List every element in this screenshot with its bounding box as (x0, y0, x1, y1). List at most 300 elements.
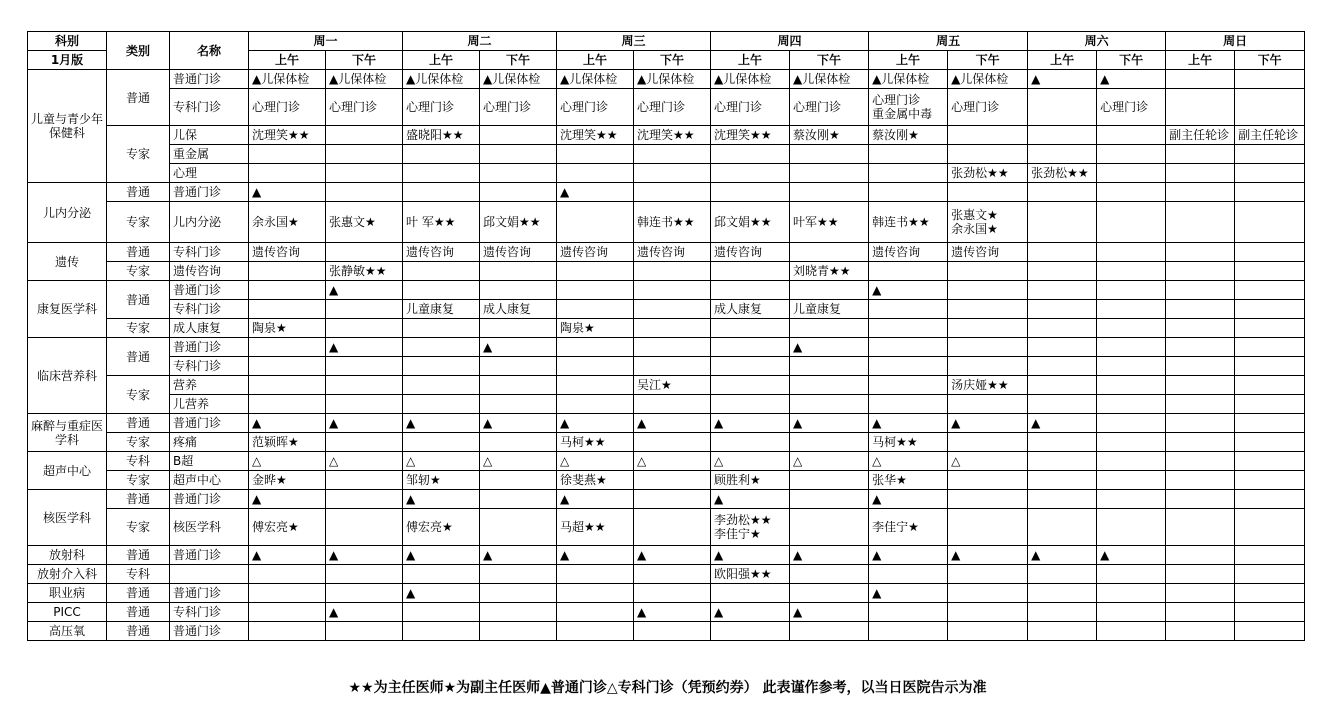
schedule-cell: 盛晓阳★★ (403, 126, 480, 145)
schedule-cell (1166, 622, 1235, 641)
schedule-cell (790, 622, 869, 641)
schedule-cell: 顾胜利★ (711, 471, 790, 490)
schedule-cell: 韩连书★★ (634, 202, 711, 243)
schedule-cell (634, 471, 711, 490)
schedule-cell: 遗传咨询 (480, 243, 557, 262)
category-cell: 专家 (107, 509, 170, 546)
schedule-cell (634, 319, 711, 338)
schedule-cell (711, 357, 790, 376)
table-row (28, 183, 1305, 202)
schedule-cell: ▲ (403, 584, 480, 603)
schedule-cell (249, 145, 326, 164)
table-row (28, 89, 1305, 126)
schedule-cell: 张惠文★ (326, 202, 403, 243)
am-header: 上午 (557, 51, 634, 70)
schedule-cell: ▲ (869, 281, 948, 300)
schedule-cell: 吴江★ (634, 376, 711, 395)
schedule-cell: 沈理笑★★ (711, 126, 790, 145)
schedule-cell (869, 376, 948, 395)
schedule-cell (869, 603, 948, 622)
department-cell: 临床营养科 (28, 338, 107, 414)
schedule-cell (1235, 319, 1305, 338)
schedule-cell: ▲ (249, 546, 326, 565)
table-row (28, 126, 1305, 145)
schedule-cell (1235, 414, 1305, 433)
schedule-cell: ▲儿保体检 (480, 70, 557, 89)
schedule-cell (790, 145, 869, 164)
schedule-cell (1166, 376, 1235, 395)
schedule-cell: ▲ (557, 490, 634, 509)
schedule-cell: ▲儿保体检 (790, 70, 869, 89)
schedule-cell: ▲ (403, 414, 480, 433)
schedule-cell (403, 145, 480, 164)
table-row (28, 546, 1305, 565)
schedule-cell: 张劲松★★ (1028, 164, 1097, 183)
table-row (28, 145, 1305, 164)
schedule-cell: 李劲松★★ 李佳宁★ (711, 509, 790, 546)
clinic-name-cell: 营养 (170, 376, 249, 395)
schedule-cell: ▲ (711, 603, 790, 622)
schedule-cell (326, 584, 403, 603)
schedule-cell (403, 357, 480, 376)
table-row (28, 490, 1305, 509)
schedule-cell (1028, 565, 1097, 584)
schedule-cell (1028, 490, 1097, 509)
department-cell: 放射介入科 (28, 565, 107, 584)
schedule-cell (869, 622, 948, 641)
schedule-cell (326, 433, 403, 452)
schedule-cell (1097, 183, 1166, 202)
schedule-cell (1166, 433, 1235, 452)
schedule-cell (790, 281, 869, 300)
pm-header: 下午 (634, 51, 711, 70)
schedule-cell (1235, 183, 1305, 202)
clinic-name-cell: 心理 (170, 164, 249, 183)
schedule-cell (634, 395, 711, 414)
schedule-cell (1235, 243, 1305, 262)
schedule-cell (1235, 281, 1305, 300)
schedule-cell (711, 281, 790, 300)
schedule-cell: ▲ (480, 414, 557, 433)
schedule-cell: 邹轫★ (403, 471, 480, 490)
schedule-cell (403, 603, 480, 622)
schedule-cell (1166, 262, 1235, 281)
schedule-cell: 金晔★ (249, 471, 326, 490)
department-cell: PICC (28, 603, 107, 622)
schedule-cell: △ (790, 452, 869, 471)
schedule-cell (1028, 452, 1097, 471)
schedule-cell (1097, 433, 1166, 452)
schedule-cell: ▲ (249, 414, 326, 433)
schedule-cell: ▲ (869, 546, 948, 565)
pm-header: 下午 (948, 51, 1028, 70)
clinic-name-cell: 核医学科 (170, 509, 249, 546)
schedule-cell: ▲ (403, 490, 480, 509)
schedule-cell (711, 338, 790, 357)
schedule-cell (948, 262, 1028, 281)
table-row (28, 319, 1305, 338)
schedule-cell (249, 584, 326, 603)
day-header: 周三 (557, 32, 711, 51)
schedule-cell (790, 183, 869, 202)
legend-note: ★★为主任医师★为副主任医师▲普通门诊△专科门诊（凭预约券） 此表谨作参考，以当日医院告示为准 (348, 680, 987, 696)
schedule-cell (1166, 281, 1235, 300)
schedule-cell: 心理门诊 (557, 89, 634, 126)
table-row (28, 376, 1305, 395)
clinic-name-cell: 专科门诊 (170, 300, 249, 319)
schedule-cell (869, 145, 948, 164)
schedule-cell (557, 300, 634, 319)
schedule-cell (869, 164, 948, 183)
schedule-cell (326, 145, 403, 164)
schedule-cell (557, 164, 634, 183)
schedule-cell (403, 164, 480, 183)
schedule-cell (480, 183, 557, 202)
schedule-cell: 遗传咨询 (403, 243, 480, 262)
category-cell: 普通 (107, 243, 170, 262)
clinic-name-cell (170, 565, 249, 584)
schedule-cell (480, 471, 557, 490)
schedule-cell (403, 338, 480, 357)
schedule-cell (1166, 164, 1235, 183)
schedule-cell (1028, 622, 1097, 641)
am-header: 上午 (711, 51, 790, 70)
schedule-cell: 心理门诊 重金属中毒 (869, 89, 948, 126)
schedule-cell (249, 603, 326, 622)
schedule-cell (1166, 145, 1235, 164)
schedule-cell (557, 584, 634, 603)
schedule-cell (326, 395, 403, 414)
schedule-cell: ▲ (326, 281, 403, 300)
schedule-cell (869, 395, 948, 414)
schedule-cell (557, 565, 634, 584)
category-cell: 普通 (107, 584, 170, 603)
schedule-cell: ▲ (326, 414, 403, 433)
schedule-cell: 马超★★ (557, 509, 634, 546)
schedule-cell (480, 622, 557, 641)
schedule-cell: ▲ (634, 414, 711, 433)
schedule-cell (403, 433, 480, 452)
schedule-cell: ▲ (634, 603, 711, 622)
am-header: 上午 (869, 51, 948, 70)
table-row (28, 622, 1305, 641)
schedule-cell (1097, 414, 1166, 433)
schedule-cell (1097, 376, 1166, 395)
schedule-cell: 马柯★★ (869, 433, 948, 452)
schedule-cell (1235, 202, 1305, 243)
schedule-cell (326, 126, 403, 145)
schedule-cell: 汤庆娅★★ (948, 376, 1028, 395)
schedule-cell (634, 584, 711, 603)
clinic-name-cell: 普通门诊 (170, 338, 249, 357)
schedule-cell: ▲ (480, 546, 557, 565)
schedule-cell (1166, 395, 1235, 414)
schedule-cell: 儿童康复 (790, 300, 869, 319)
schedule-cell (1028, 584, 1097, 603)
schedule-cell: 叶 军★★ (403, 202, 480, 243)
schedule-cell (480, 603, 557, 622)
schedule-cell: 马柯★★ (557, 433, 634, 452)
schedule-cell (326, 509, 403, 546)
schedule-cell (711, 584, 790, 603)
schedule-cell: ▲ (634, 546, 711, 565)
schedule-cell (1166, 357, 1235, 376)
schedule-cell (634, 357, 711, 376)
schedule-cell: 韩连书★★ (869, 202, 948, 243)
schedule-cell (326, 471, 403, 490)
schedule-cell (480, 509, 557, 546)
schedule-cell: 副主任轮诊 (1235, 126, 1305, 145)
schedule-cell (1235, 89, 1305, 126)
schedule-cell (634, 183, 711, 202)
schedule-cell (249, 164, 326, 183)
schedule-cell (634, 565, 711, 584)
schedule-cell (948, 603, 1028, 622)
schedule-cell (1097, 452, 1166, 471)
schedule-cell (326, 357, 403, 376)
category-cell: 专家 (107, 471, 170, 490)
schedule-cell (480, 126, 557, 145)
schedule-cell (326, 164, 403, 183)
schedule-cell (869, 300, 948, 319)
clinic-name-cell: 普通门诊 (170, 584, 249, 603)
schedule-cell (1235, 509, 1305, 546)
schedule-cell: ▲ (403, 546, 480, 565)
schedule-cell: ▲ (869, 584, 948, 603)
schedule-cell: 遗传咨询 (711, 243, 790, 262)
schedule-cell (790, 584, 869, 603)
schedule-cell (403, 281, 480, 300)
schedule-cell: 邱文娟★★ (711, 202, 790, 243)
clinic-name-cell: 专科门诊 (170, 89, 249, 126)
schedule-cell: 心理门诊 (403, 89, 480, 126)
schedule-cell (790, 509, 869, 546)
schedule-cell: 蔡汝刚★ (790, 126, 869, 145)
clinic-name-cell: 普通门诊 (170, 281, 249, 300)
schedule-cell (1166, 89, 1235, 126)
schedule-cell: ▲ (326, 546, 403, 565)
schedule-cell (1235, 395, 1305, 414)
schedule-cell (1235, 546, 1305, 565)
schedule-cell: △ (948, 452, 1028, 471)
schedule-cell: 遗传咨询 (557, 243, 634, 262)
schedule-cell (557, 338, 634, 357)
am-header: 上午 (1028, 51, 1097, 70)
schedule-cell: ▲ (1097, 70, 1166, 89)
category-cell: 普通 (107, 281, 170, 319)
schedule-cell: 心理门诊 (249, 89, 326, 126)
clinic-name-cell: 儿营养 (170, 395, 249, 414)
schedule-cell: 副主任轮诊 (1166, 126, 1235, 145)
schedule-cell (711, 395, 790, 414)
schedule-cell (249, 300, 326, 319)
schedule-cell (1028, 183, 1097, 202)
schedule-cell (1097, 395, 1166, 414)
schedule-cell (711, 262, 790, 281)
schedule-cell (1028, 433, 1097, 452)
schedule-cell: ▲ (249, 490, 326, 509)
schedule-cell (1097, 126, 1166, 145)
schedule-cell (1097, 565, 1166, 584)
category-cell: 专家 (107, 319, 170, 338)
schedule-cell: ▲儿保体检 (634, 70, 711, 89)
schedule-cell: ▲儿保体检 (869, 70, 948, 89)
am-header: 上午 (1166, 51, 1235, 70)
schedule-cell: ▲儿保体检 (711, 70, 790, 89)
schedule-cell (1235, 565, 1305, 584)
schedule-cell (557, 357, 634, 376)
schedule-cell (249, 622, 326, 641)
schedule-cell (948, 622, 1028, 641)
schedule-cell (1166, 243, 1235, 262)
schedule-cell: △ (480, 452, 557, 471)
schedule-cell (326, 565, 403, 584)
table-row (28, 433, 1305, 452)
schedule-cell: ▲儿保体检 (326, 70, 403, 89)
schedule-cell (326, 183, 403, 202)
clinic-name-cell: 普通门诊 (170, 546, 249, 565)
schedule-cell (634, 164, 711, 183)
schedule-cell (1097, 357, 1166, 376)
category-cell: 专家 (107, 376, 170, 414)
schedule-cell (326, 300, 403, 319)
schedule-cell: 心理门诊 (480, 89, 557, 126)
schedule-cell (1097, 509, 1166, 546)
clinic-name-cell: 专科门诊 (170, 603, 249, 622)
schedule-cell (1166, 490, 1235, 509)
clinic-name-cell: 普通门诊 (170, 70, 249, 89)
table-row (28, 338, 1305, 357)
department-cell: 麻醉与重症医 学科 (28, 414, 107, 452)
category-cell: 专家 (107, 433, 170, 452)
schedule-cell (403, 395, 480, 414)
schedule-cell (403, 622, 480, 641)
schedule-cell (1235, 603, 1305, 622)
schedule-cell (403, 565, 480, 584)
schedule-cell (634, 281, 711, 300)
schedule-cell (1166, 584, 1235, 603)
schedule-cell (1166, 300, 1235, 319)
schedule-cell (948, 509, 1028, 546)
schedule-cell: 李佳宁★ (869, 509, 948, 546)
name-header: 名称 (170, 32, 249, 70)
schedule-cell: ▲ (326, 603, 403, 622)
schedule-cell (790, 164, 869, 183)
schedule-cell (948, 490, 1028, 509)
clinic-name-cell: 专科门诊 (170, 243, 249, 262)
department-cell: 职业病 (28, 584, 107, 603)
category-cell: 专家 (107, 262, 170, 281)
schedule-cell: 遗传咨询 (634, 243, 711, 262)
schedule-cell (1097, 164, 1166, 183)
schedule-cell: ▲ (249, 183, 326, 202)
schedule-cell (1097, 145, 1166, 164)
schedule-cell (249, 565, 326, 584)
schedule-cell (790, 565, 869, 584)
schedule-cell (326, 319, 403, 338)
schedule-cell (1097, 281, 1166, 300)
schedule-cell (1028, 89, 1097, 126)
clinic-name-cell: 普通门诊 (170, 622, 249, 641)
schedule-cell (1097, 300, 1166, 319)
schedule-cell (948, 300, 1028, 319)
schedule-cell: △ (634, 452, 711, 471)
schedule-cell: ▲ (711, 546, 790, 565)
clinic-name-cell: 专科门诊 (170, 357, 249, 376)
schedule-cell (790, 395, 869, 414)
table-row (28, 357, 1305, 376)
schedule-cell (948, 565, 1028, 584)
pm-header: 下午 (326, 51, 403, 70)
schedule-cell: 成人康复 (711, 300, 790, 319)
schedule-cell: ▲ (948, 546, 1028, 565)
schedule-cell (557, 202, 634, 243)
department-cell: 高压氧 (28, 622, 107, 641)
schedule-cell: 范颖晖★ (249, 433, 326, 452)
schedule-cell: 遗传咨询 (948, 243, 1028, 262)
schedule-cell: 心理门诊 (326, 89, 403, 126)
schedule-cell (948, 584, 1028, 603)
schedule-table (27, 31, 1305, 641)
schedule-cell (634, 509, 711, 546)
clinic-name-cell: B超 (170, 452, 249, 471)
schedule-cell (790, 319, 869, 338)
schedule-cell: ▲儿保体检 (403, 70, 480, 89)
department-cell: 遗传 (28, 243, 107, 281)
schedule-cell: ▲ (790, 603, 869, 622)
schedule-cell (326, 622, 403, 641)
schedule-cell (790, 357, 869, 376)
schedule-cell: 心理门诊 (948, 89, 1028, 126)
schedule-cell: △ (869, 452, 948, 471)
schedule-cell (948, 357, 1028, 376)
schedule-cell: 蔡汝刚★ (869, 126, 948, 145)
schedule-cell (1028, 202, 1097, 243)
schedule-cell: 心理门诊 (634, 89, 711, 126)
schedule-cell (711, 164, 790, 183)
table-row (28, 603, 1305, 622)
schedule-cell (480, 490, 557, 509)
schedule-cell (326, 376, 403, 395)
table-row (28, 202, 1305, 243)
schedule-cell (480, 164, 557, 183)
schedule-cell (1166, 546, 1235, 565)
schedule-cell (948, 433, 1028, 452)
schedule-cell: ▲ (326, 338, 403, 357)
schedule-cell: ▲ (1028, 546, 1097, 565)
schedule-cell (1097, 338, 1166, 357)
schedule-cell (403, 319, 480, 338)
table-row (28, 243, 1305, 262)
schedule-cell (1097, 490, 1166, 509)
schedule-cell: 陶泉★ (249, 319, 326, 338)
schedule-cell (634, 145, 711, 164)
table-row (28, 70, 1305, 89)
category-cell: 普通 (107, 338, 170, 376)
day-header: 周一 (249, 32, 403, 51)
schedule-cell (948, 145, 1028, 164)
schedule-cell (1235, 433, 1305, 452)
dept-header: 科别 (28, 32, 107, 51)
schedule-cell (557, 145, 634, 164)
schedule-cell: 张华★ (869, 471, 948, 490)
schedule-cell (557, 622, 634, 641)
schedule-cell: 傅宏亮★ (403, 509, 480, 546)
schedule-cell: 徐斐燕★ (557, 471, 634, 490)
schedule-cell (1097, 243, 1166, 262)
schedule-cell (1166, 183, 1235, 202)
schedule-cell (790, 490, 869, 509)
